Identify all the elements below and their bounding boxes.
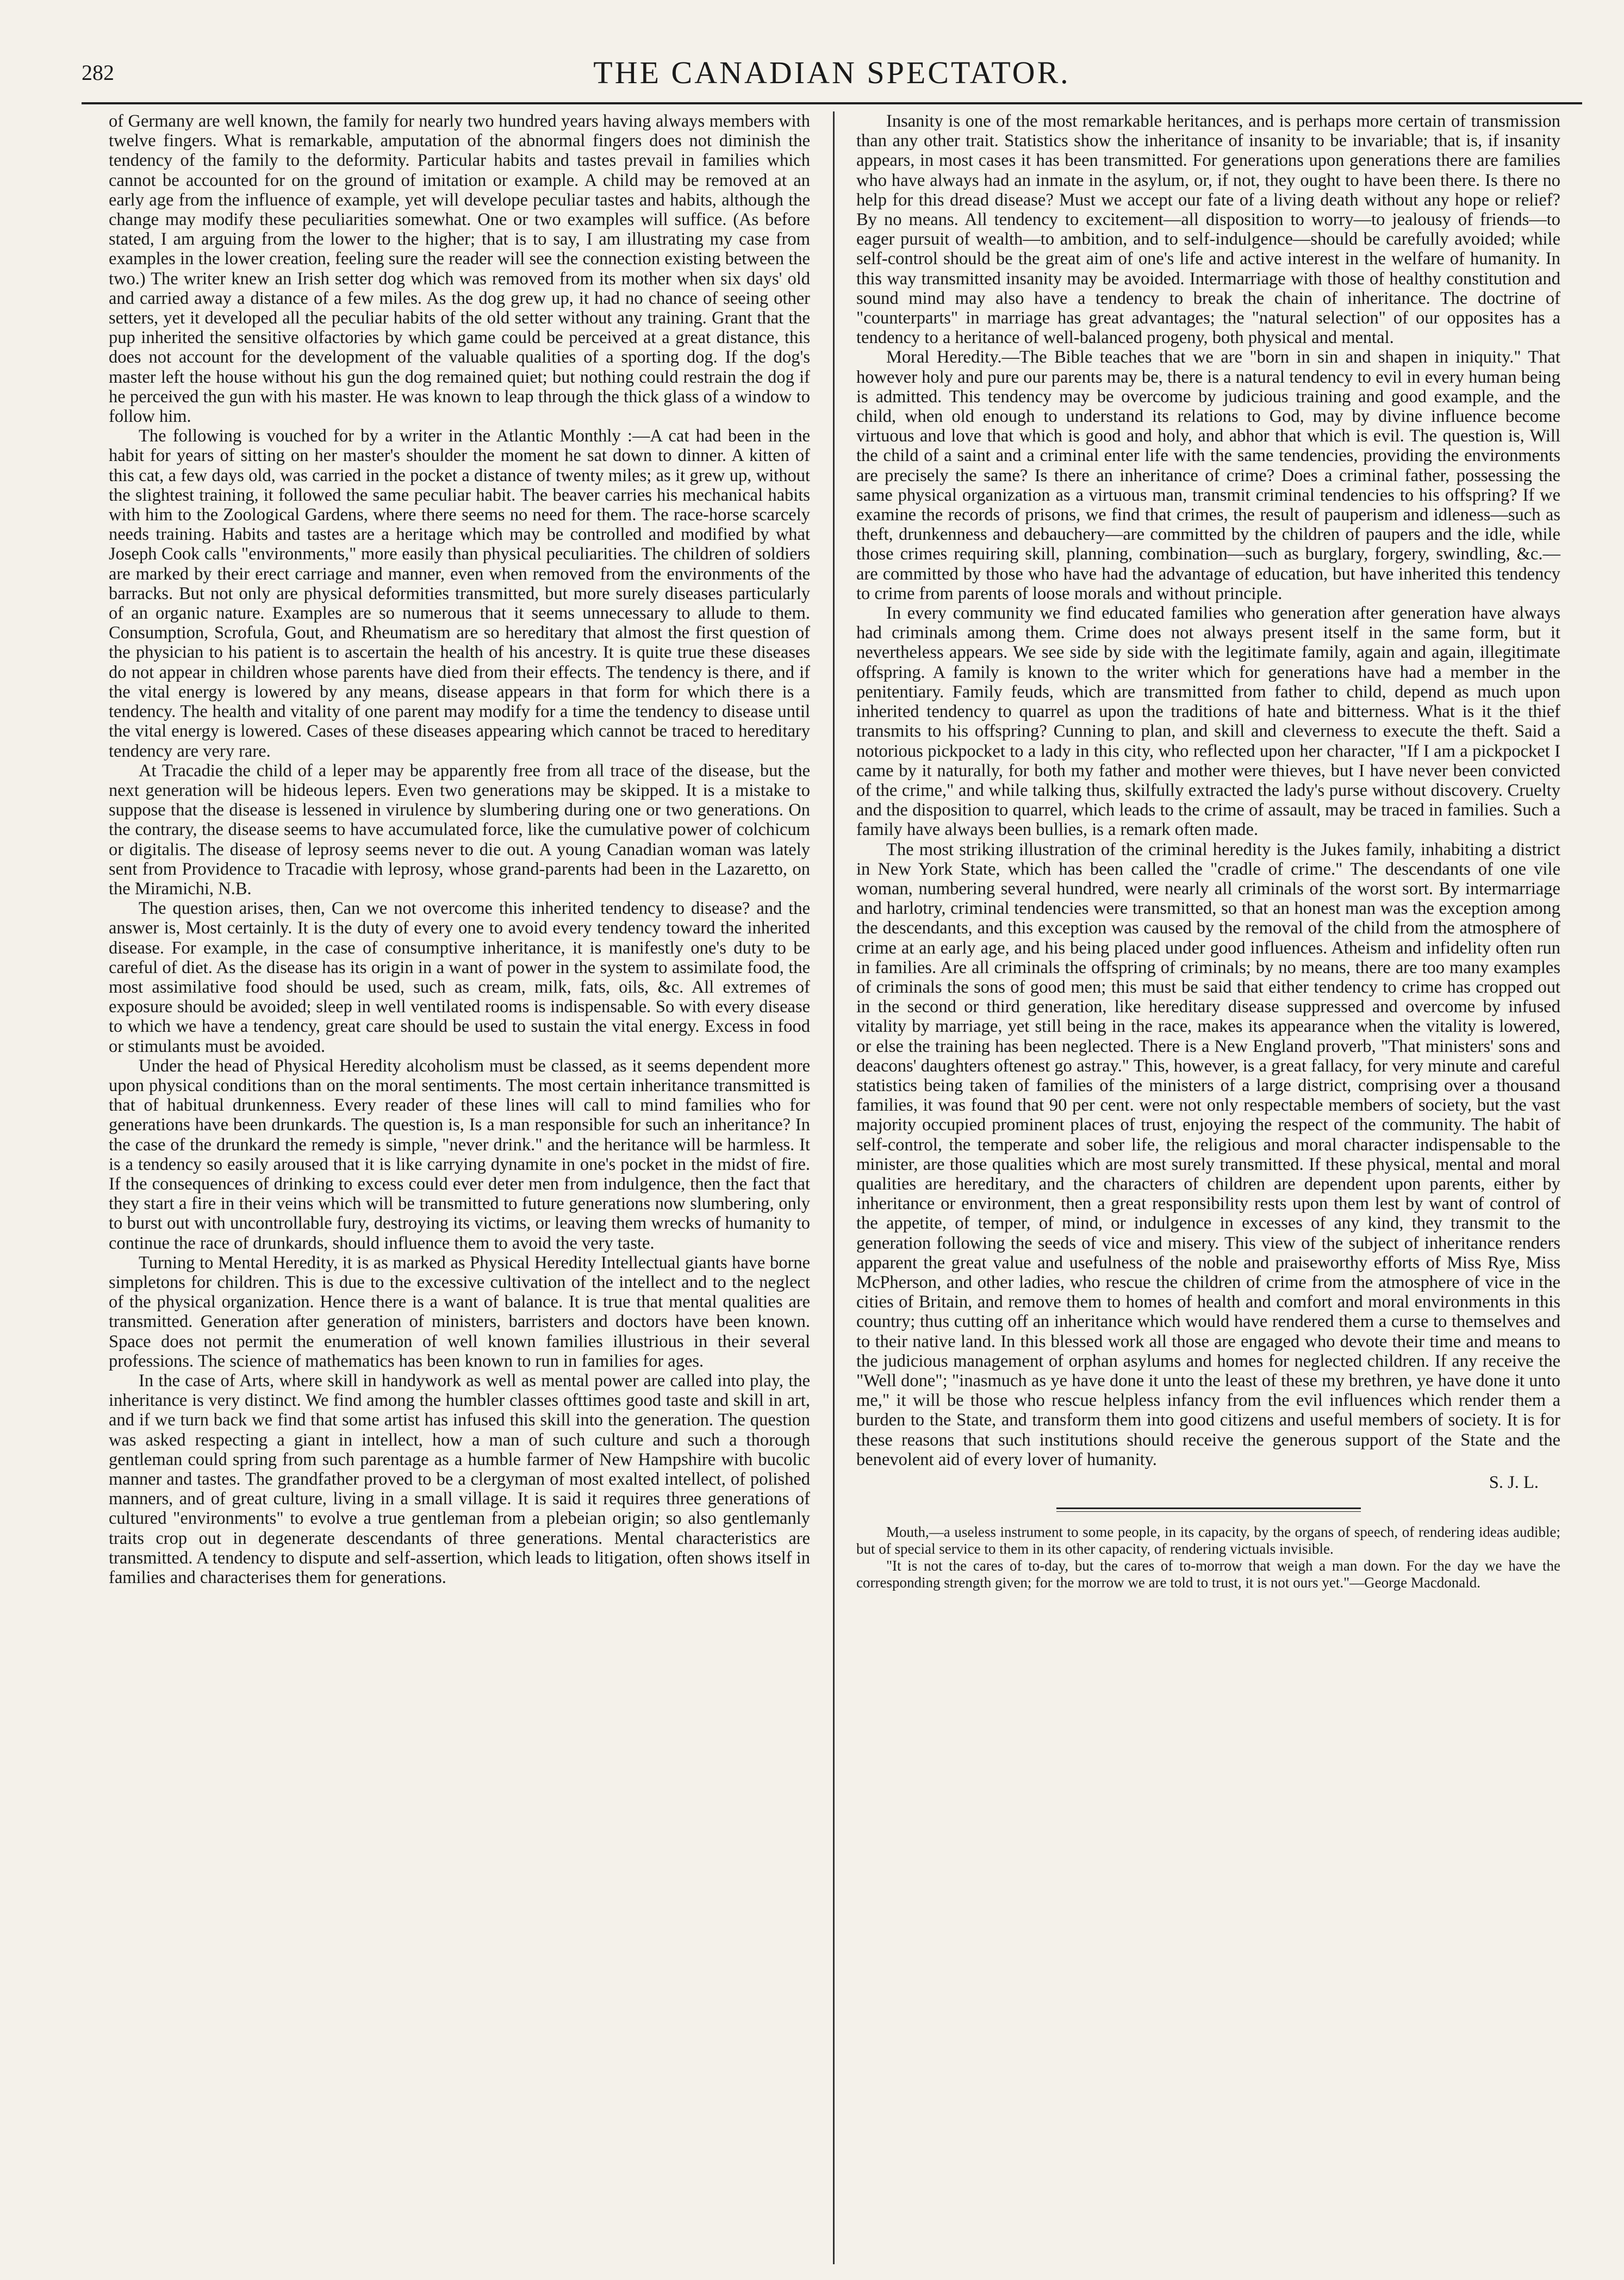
header-rule (82, 102, 1582, 104)
paragraph: The following is vouched for by a writer in the Atlantic Monthly :—A cat had been in the habit for years of sitting on her master's shoulder the moment he sat down to dinner. A kitten of this cat, a few days old, was carried in the pocket a distance of twenty miles; as it grew up, without the slightest training, it followed the same peculiar habit. The beaver carries his mechanical habits with him to the Zoological Gardens, where there seems no need for them. The race-horse scarcely needs training. Habits and tastes are a heritage which may be controlled and modified by what Joseph Cook calls "environments," more easily than physical peculiarities. The children of soldiers are marked by their erect carriage and manner, even when removed from the environments of the barracks. But not only are physical deformities transmitted, but more surely diseases particularly of an organic nature. Examples are so numerous that it seems unnecessary to allude to them. Consumption, Scrofula, Gout, and Rheumatism are so hereditary that almost the first question of the physician to his patient is to ascertain the health of his ancestry. It is quite true these diseases do not appear in children whose parents have died from their effects. The tendency is there, and if the vital energy is lowered by any means, disease appears in that form for which there is a tendency. The health and vitality of one parent may modify for a time the tendency to disease until the vital energy is lowered. Cases of these diseases appearing which cannot be traced to hereditary tendency are very rare. (109, 426, 810, 761)
paragraph: Under the head of Physical Heredity alcoholism must be classed, as it seems dependent more upon physical conditions than on the moral sentiments. The most certain inheritance transmitted is that of habitual drunkenness. Every reader of these lines will call to mind families who for generations have been drunkards. The question is, Is a man responsible for such an inheritance? In the case of the drunkard the remedy is simple, "never drink." and the heritance will be harmless. It is a tendency so easily aroused that it is like carrying dynamite in one's pocket in the midst of fire. If the consequences of drinking to excess could ever deter men from indulgence, then the fact that they start a fire in their veins which will be transmitted to future generations now slumbering, only to burst out with uncontrollable fury, destroying its victims, or leaving them wrecks of humanity to continue the race of drunkards, should influence them to avoid the very taste. (109, 1056, 810, 1253)
paragraph: Moral Heredity.—The Bible teaches that we are "born in sin and shapen in iniquity." That however holy and pure our parents may be, there is a natural tendency to evil in every human being is admitted. This tendency may be overcome by judicious training and good example, and the child, when old enough to understand its relations to God, may by divine influence become virtuous and love that which is good and holy, and abhor that which is evil. The question is, Will the child of a saint and a criminal enter life with the same tendencies, providing the environments are precisely the same? Is there an inheritance of crime? Does a criminal father, possessing the same physical organization as a virtuous man, transmit criminal tendencies to his offspring? If we examine the records of prisons, we find that crimes, the result of pauperism and idleness—such as theft, drunkenness and debauchery—are committed by the children of paupers and the idle, while those crimes requiring skill, planning, combination—such as burglary, forgery, swindling, &c.—are committed by those who have had the advantage of education, but have inherited this tendency to crime from parents of loose morals and without principle. (856, 347, 1560, 603)
paragraph: At Tracadie the child of a leper may be apparently free from all trace of the disease, but the next generation will be hideous lepers. Even two generations may be skipped. It is a mistake to suppose that the disease is lessened in virulence by slumbering during one or two generations. On the contrary, the disease seems to have accumulated force, like the cumulative power of colchicum or digitalis. The disease of leprosy seems never to die out. A young Canadian woman was lately sent from Providence to Tracadie with leprosy, whose grand-parents had been in the Lazaretto, on the Miramichi, N.B. (109, 761, 810, 899)
column-divider (833, 111, 835, 2264)
paragraph: Insanity is one of the most remarkable heritances, and is perhaps more certain of transmission than any other trait. Statistics show the inheritance of insanity to be invariable; that is, if insanity appears, in most cases it has been transmitted. For generations upon generations there are families who have always had an inmate in the asylum, or, if not, they ought to have been there. Is there no help for this dread disease? Must we accept our fate of a living death without any hope or relief? By no means. All tendency to excitement—all disposition to worry—to jealousy of friends—to eager pursuit of wealth—to ambition, and to self-indulgence—should be carefully avoided; while self-control should be the great aim of one's life and active interest in the welfare of humanity. In this way transmitted insanity may be avoided. Intermarriage with those of healthy constitution and sound mind may also have a tendency to break the chain of inheritance. The doctrine of "counterparts" in marriage has great advantages; the "natural selection" of our opposites has a tendency to a heritance of well-balanced progeny, both physical and mental. (856, 111, 1560, 348)
left-column (109, 111, 810, 2232)
paragraph: of Germany are well known, the family for nearly two hundred years having always members with twelve fingers. What is remarkable, amputation of the abnormal fingers does not diminish the tendency of the family to the deformity. Particular habits and tastes prevail in families which cannot be accounted for on the ground of imitation or example. A child may be removed at an early age from the influence of example, yet will develope peculiar tastes and habits, although the change may modify these peculiarities somewhat. One or two examples will suffice. (As before stated, I am arguing from the lower to the higher; that is to say, I am illustrating my case from examples in the lower creation, feeling sure the reader will see the connection existing between the two.) The writer knew an Irish setter dog which was removed from its mother when six days' old and carried away a distance of a few miles. As the dog grew up, it had no chance of seeing other setters, yet it developed all the peculiar habits of the old setter without any training. Grant that the pup inherited the sensitive olfactories by which game could be perceived at a great distance, this does not account for the development of the valuable qualities of a sporting dog. If the dog's master left the house without his gun the dog remained quiet; but nothing could restrain the dog if he perceived the gun with his master. He was known to leap through the thick glass of a window to follow him. (109, 111, 810, 427)
paragraph: In the case of Arts, where skill in handywork as well as mental power are called into play, the inheritance is very distinct. We find among the humbler classes ofttimes good taste and skill in art, and if we turn back we find that some artist has infused this skill into the generation. The question was asked respecting a giant in intellect, how a man of such culture and such a thorough gentleman could spring from such parentage as a humble farmer of New Hampshire with bucolic manner and tastes. The grandfather proved to be a clergyman of most exalted intellect, of polished manners, and of great culture, living in a small village. It is said it requires three generations of cultured "environments" to evolve a true gentleman from a plebeian origin; so also gentlemanly traits crop out in degenerate descendants of three generations. Mental characteristics are transmitted. A tendency to dispute and self-assertion, which leads to litigation, often shows itself in families and characterises them for generations. (109, 1371, 810, 1588)
paragraph: In every community we find educated families who generation after generation have always had criminals among them. Crime does not always present itself in the same form, but it nevertheless appears. We see side by side with the legitimate family, again and again, illegitimate offspring. A family is known to the writer which for generations have had a member in the penitentiary. Family feuds, which are transmitted from father to child, depend as much upon inherited tendency to quarrel as upon the traditions of hate and bitterness. What is it the thief transmits to his offspring? Cunning to plan, and skill and cleverness to execute the theft. Said a notorious pickpocket to a lady in this city, who reflected upon her character, "If I am a pickpocket I came by it naturally, for both my father and mother were thieves, but I have never been convicted of the crime," and while talking thus, skilfully extracted the lady's purse without discovery. Cruelty and the disposition to quarrel, which leads to the crime of assault, may be traced in families. Such a family have always been bullies, is a remark often made. (856, 603, 1560, 840)
article-end-rule (1056, 1507, 1361, 1512)
paragraph: Turning to Mental Heredity, it is as marked as Physical Heredity Intellectual giants have borne simpletons for children. This is due to the excessive cultivation of the intellect and to the neglect of the physical organization. Hence there is a want of balance. It is true that mental qualities are transmitted. Generation after generation of ministers, barristers and doctors have been known. Space does not permit the enumeration of well known families illustrious in their several professions. The science of mathematics has been known to run in families for ages. (109, 1253, 810, 1371)
author-signature: S. J. L. (1489, 1473, 1539, 1493)
page-header (82, 54, 1582, 114)
footnote-item: Mouth,—a useless instrument to some people, in its capacity, by the organs of speech, of rendering ideas audible; but of special service to them in its other capacity, of rendering victuals invisible. (856, 1524, 1560, 1558)
publication-title: THE CANADIAN SPECTATOR. (593, 55, 1071, 90)
footnote-item: "It is not the cares of to-day, but the cares of to-morrow that weigh a man down. For the day we have the corresponding strength given; for the morrow we are told to trust, it is not ours yet."—George Macdonald. (856, 1558, 1560, 1591)
right-column (856, 111, 1560, 2156)
page-number: 282 (82, 60, 114, 85)
paragraph: The question arises, then, Can we not overcome this inherited tendency to disease? and the answer is, Most certainly. It is the duty of every one to avoid every tendency toward the inherited disease. For example, in the case of consumptive inheritance, it is manifestly one's duty to be careful of diet. As the disease has its origin in a want of power in the system to assimilate food, the most assimilative food should be used, such as cream, milk, fats, oils, &c. All extremes of exposure should be avoided; sleep in well ventilated rooms is indispensable. So with every disease to which we have a tendency, great care should be used to sustain the vital energy. Excess in food or stimulants must be avoided. (109, 899, 810, 1056)
paragraph: The most striking illustration of the criminal heredity is the Jukes family, inhabiting a district in New York State, which has been called the "cradle of crime." The descendants of one vile woman, numbering several hundred, were nearly all criminals of the worst sort. By intermarriage and harlotry, criminal tendencies were transmitted, so that an honest man was the exception among the descendants, and this exception was caused by the removal of the child from the atmosphere of crime at an early age, and his being placed under good influences. Atheism and infidelity often run in families. Are all criminals the offspring of criminals; by no means, there are too many examples of criminals the sons of good men; this must be said that either tendency to crime has cropped out in the second or third generation, like hereditary disease suppressed and overcome by infused vitality by marriage, yet still being in the race, makes its appearance when the vitality is lowered, or else the training has been neglected. There is a New England proverb, "That ministers' sons and deacons' daughters oftenest go astray." This, however, is a great fallacy, for very minute and careful statistics being taken of families of the ministers of a large district, comprising over a thousand families, it was found that 90 per cent. were not only respectable members of society, but the vast majority occupied prominent places of trust, enjoying the respect of the community. The habit of self-control, the temperate and sober life, the religious and moral character indispensable to the minister, are those qualities which are most surely transmitted. If these physical, mental and moral qualities are hereditary, and the characters of children are dependent upon parents, either by inheritance or environment, then a great responsibility rests upon them lest by want of control of the appetite, of temper, of mind, or indulgence in excesses of any kind, they transmit to the generation following the seeds of vice and misery. This view of the subject of inheritance renders apparent the great value and usefulness of the noble and praiseworthy efforts of Miss Rye, Miss McPherson, and other ladies, who rescue the children of crime from the atmosphere of vice in the cities of Britain, and remove them to homes of health and comfort and moral environments in this country; thus cutting off an inheritance which would have rendered them a curse to themselves and to their native land. In this blessed work all those are engaged who devote their time and means to the judicious management of orphan asylums and homes for neglected children. If any receive the "Well done"; "inasmuch as ye have done it unto the least of these my brethren, ye have done it unto me," it will be those who rescue helpless infancy from the evil influences which render them a burden to the State, and transform them into good citizens and useful members of society. It is for these reasons that such institutions should receive the generous support of the State and the benevolent aid of every lover of humanity. (856, 839, 1560, 1469)
